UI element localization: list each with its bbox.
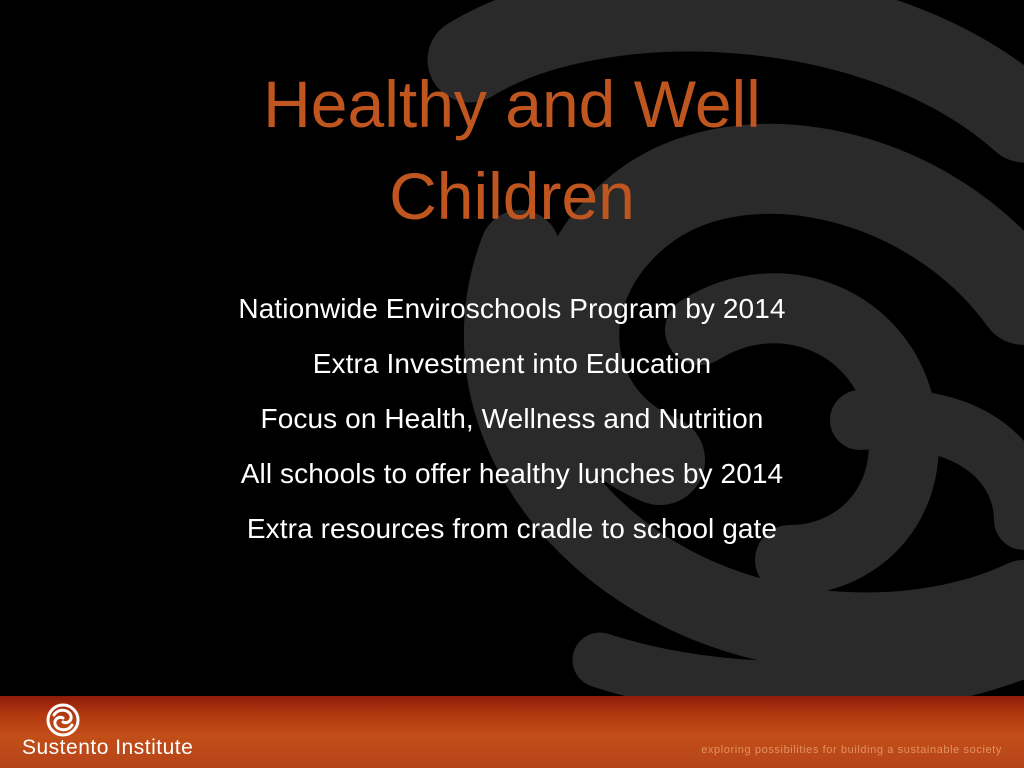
slide-title-line-1: Healthy and Well bbox=[263, 67, 761, 141]
footer-band bbox=[0, 696, 1024, 768]
spiral-logo-icon bbox=[45, 702, 81, 738]
slide-title-line-2: Children bbox=[389, 159, 635, 234]
footer-tagline: exploring possibilities for building a sustainable society bbox=[701, 744, 1002, 756]
bullet-item: Extra resources from cradle to school gate bbox=[246, 513, 778, 544]
bullet-item: Focus on Health, Wellness and Nutrition bbox=[260, 403, 764, 434]
bullet-item: All schools to offer healthy lunches by 2014 bbox=[240, 458, 784, 489]
bullet-item: Nationwide Enviroschools Program by 2014 bbox=[238, 293, 786, 324]
bullet-item: Extra Investment into Education bbox=[312, 348, 712, 379]
slide-title bbox=[0, 58, 1024, 243]
organization-name: Sustento Institute bbox=[22, 736, 194, 759]
bullet-list bbox=[0, 281, 1024, 556]
